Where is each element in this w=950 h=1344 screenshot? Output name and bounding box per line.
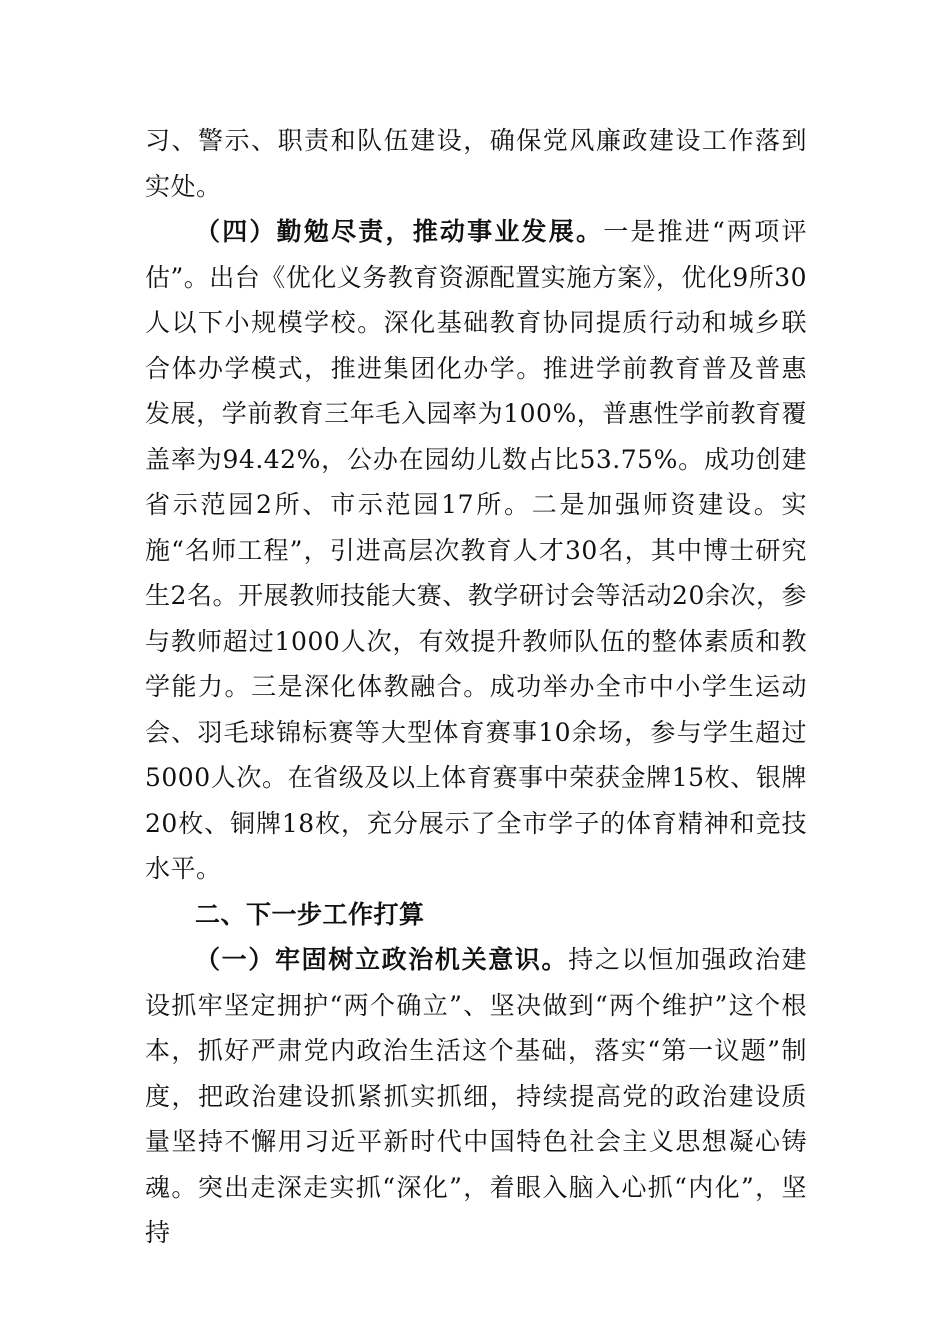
section-heading: 二、下一步工作打算: [195, 899, 425, 929]
paragraph-section-four: [145, 209, 807, 892]
paragraph-body: 持之以恒加强政治建设抓牢坚定拥护“两个确立”、坚决做到“两个维护”这个根本，抓好严肃党内政治生活这个基础，落实“第一议题”制度，把政治建设抓紧抓实抓细，持续提高党的政治建设质量坚持不懈用习近平新时代中国特色社会主义思想凝心铸魂。突出走深走实抓“深化”，着眼入脑入心抓“内化”，坚持: [145, 945, 807, 1247]
document-page: [145, 118, 807, 1256]
paragraph-lead-heading: （一）牢固树立政治机关意识。: [195, 945, 569, 974]
paragraph-section-one: [145, 937, 807, 1256]
paragraph-body: 一是推进“两项评估”。出台《优化义务教育资源配置实施方案》，优化9所30人以下小规模学校。深化基础教育协同提质行动和城乡联合体办学模式，推进集团化办学。推进学前教育普及普惠发展，学前教育三年毛入园率为100%，普惠性学前教育覆盖率为94.42%，公办在园幼儿数占比53.75%。成功创建省示范园2所、市示范园17所。二是加强师资建设。实施“名师工程”，引进高层次教育人才30名，其中博士研究生2名。开展教师技能大赛、教学研讨会等活动20余次，参与教师超过1000人次，有效提升教师队伍的整体素质和教学能力。三是深化体教融合。成功举办全市中小学生运动会、羽毛球锦标赛等大型体育赛事10余场，参与学生超过5000人次。在省级及以上体育赛事中荣获金牌15枚、银牌20枚、铜牌18枚，充分展示了全市学子的体育精神和竞技水平。: [145, 217, 808, 883]
paragraph-lead-heading: （四）勤勉尽责，推动事业发展。: [195, 217, 604, 246]
paragraph-continuation: 习、警示、职责和队伍建设，确保党风廉政建设工作落到实处。: [145, 126, 807, 201]
